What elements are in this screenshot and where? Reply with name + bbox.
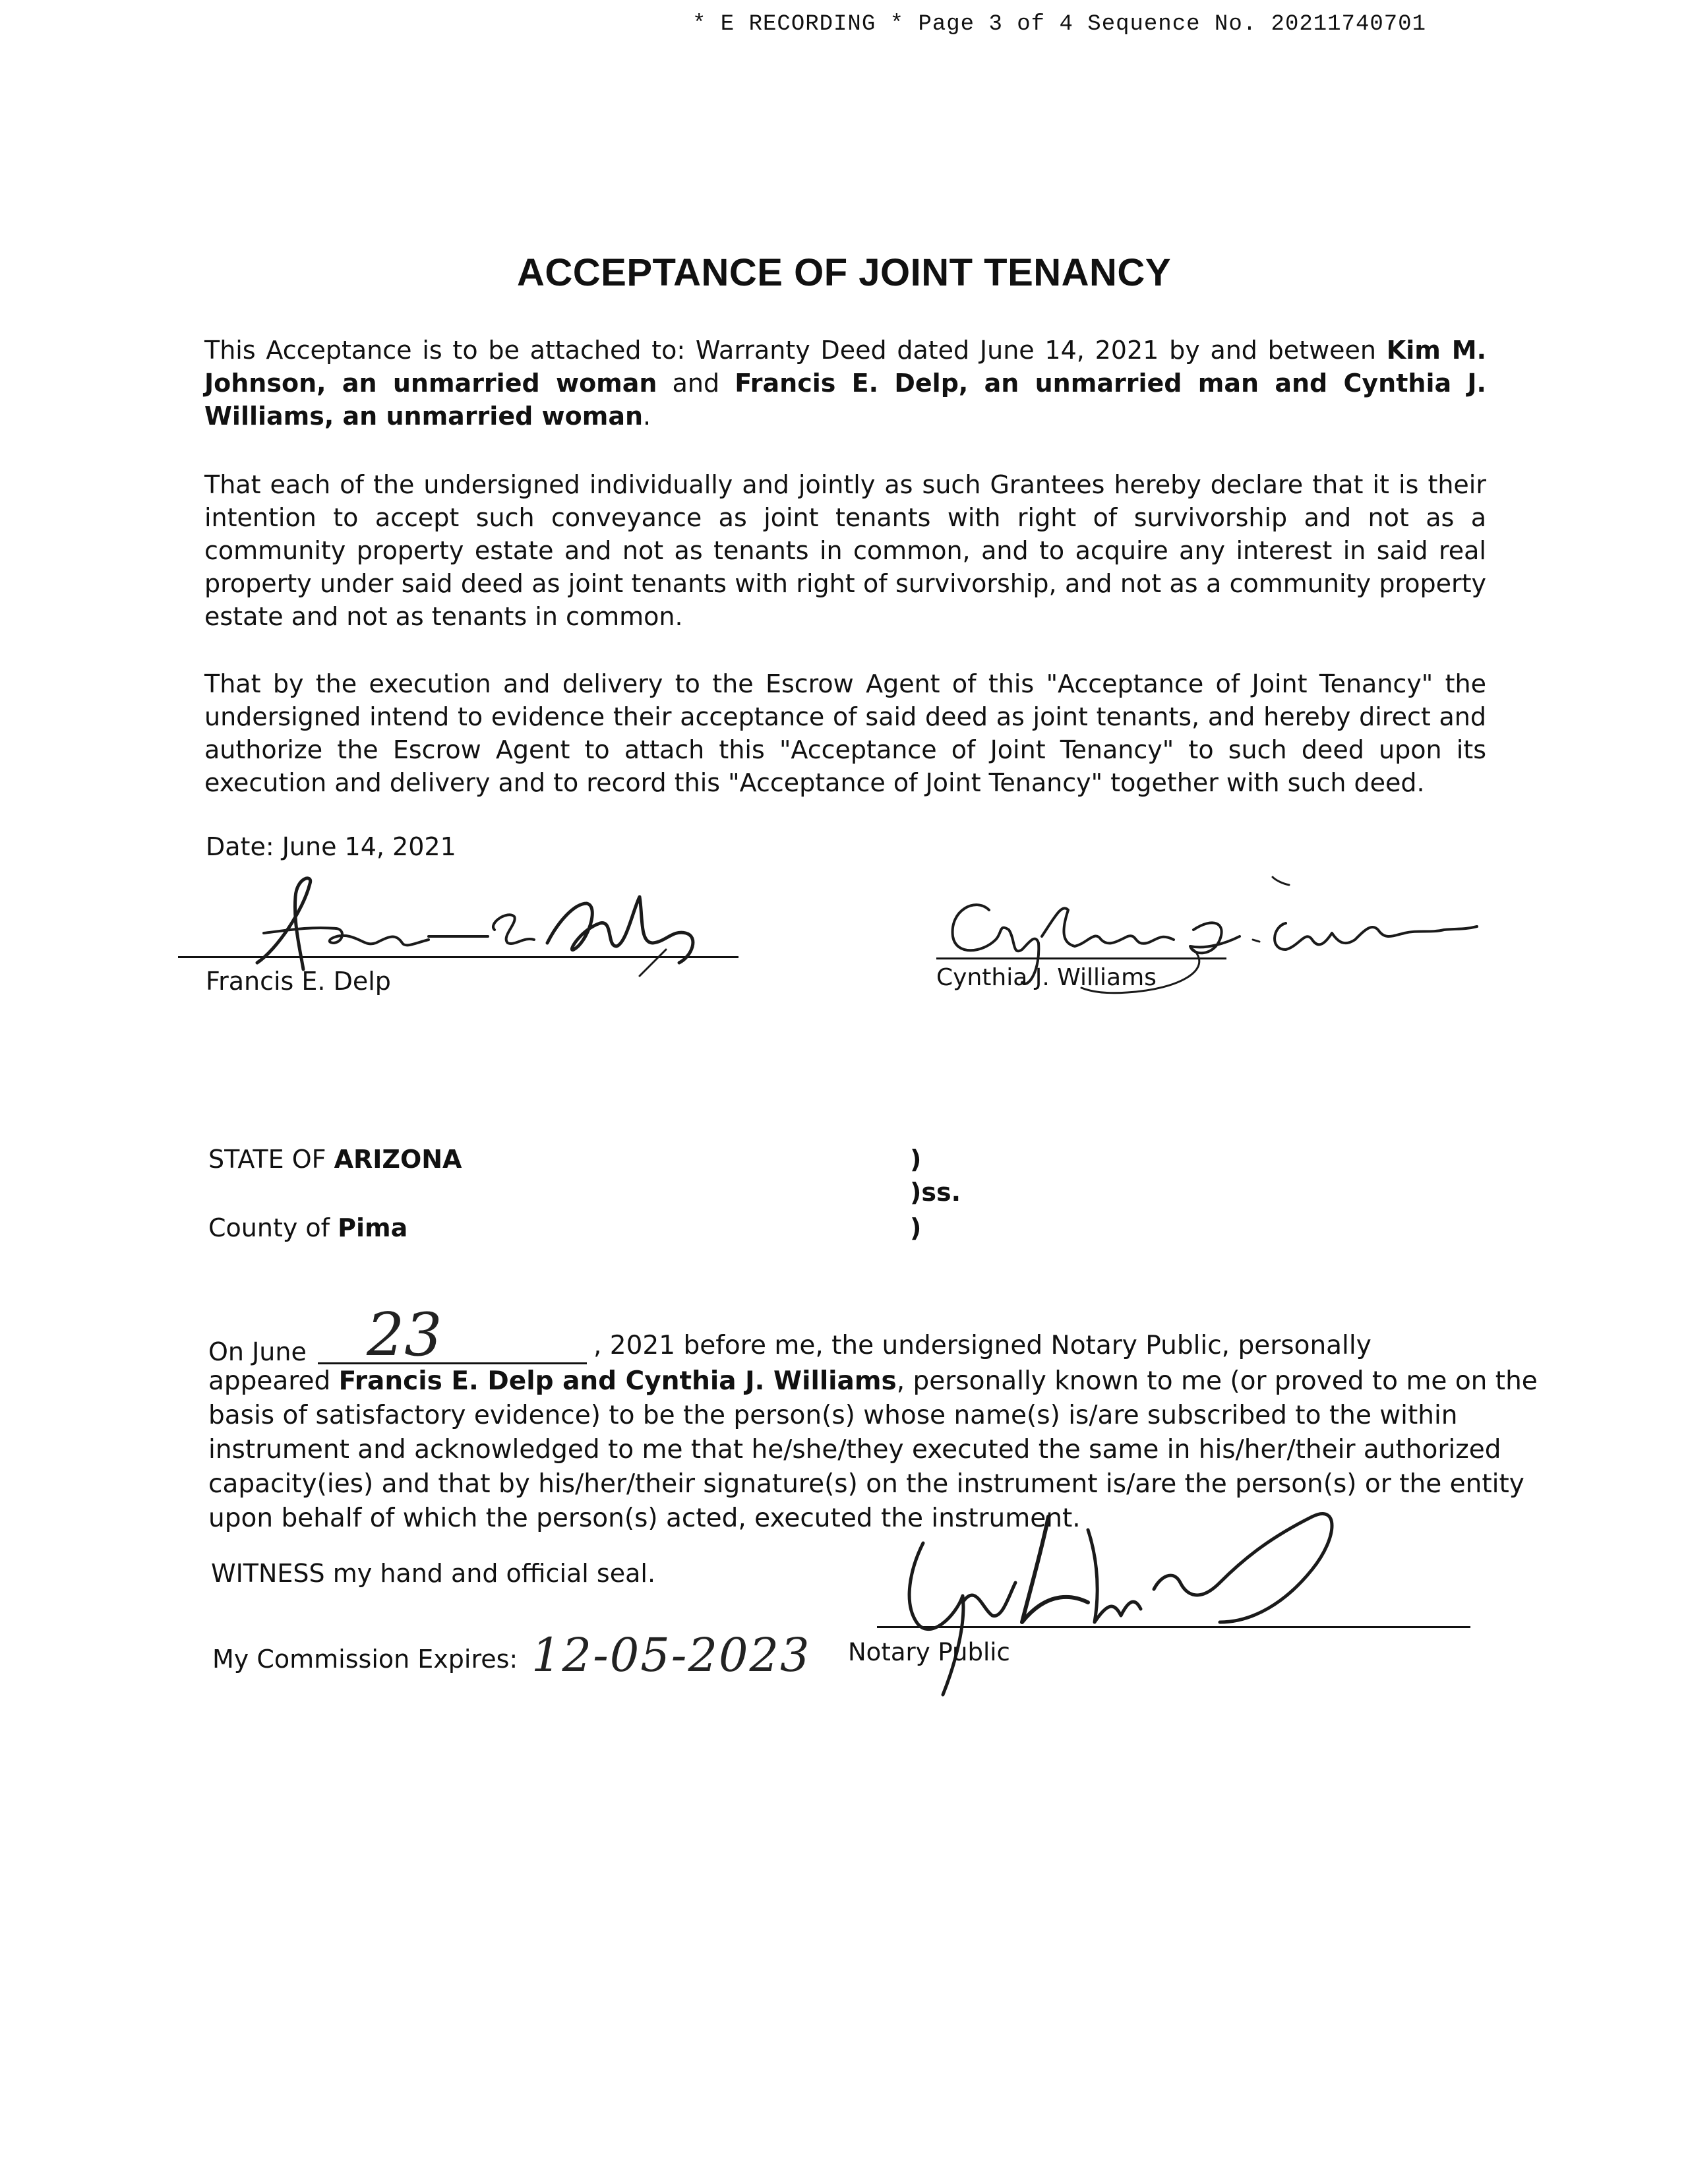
notary-line-2 [208,1366,1538,1396]
intention-paragraph: That each of the undersigned individually and jointly as such Grantees hereby declare that it is their intention to accept such conveyance as joint tenants with right of survivorship and not as a community property estate and not as tenants in common, and to acquire any interest in said real property under said deed as joint tenants with right of survivorship, and not as a community property estate and not as tenants in common. [204,470,1486,631]
date-line: Date: June 14, 2021 [206,832,456,861]
grantee-names: Francis E. Delp, an unmarried man and Cynthia J. Williams, an unmarried woman [204,369,1486,431]
state-label: STATE OF [208,1145,334,1174]
handwritten-commission-date: 12-05-2023 [531,1628,811,1682]
notary-on-label: On June [208,1337,307,1366]
notary-signature [851,1490,1378,1714]
para1-prefix: This Acceptance is to be attached to: Warranty Deed dated June 14, 2021 by and between [204,336,1387,365]
signer1-name: Francis E. Delp [206,967,391,996]
handwritten-day: 23 [367,1300,442,1370]
commission-label: My Commission Expires: [212,1645,518,1674]
notary-line-6: upon behalf of which the person(s) acted, executed the instrument. [208,1503,1081,1533]
venue-paren-2: ) [910,1213,922,1242]
notary-line-3: basis of satisfactory evidence) to be the person(s) whose name(s) is/are subscribed to the within [208,1401,1458,1430]
witness-line: WITNESS my hand and official seal. [211,1559,656,1588]
notary-public-label: Notary Public [848,1638,1010,1666]
county-line [208,1213,407,1242]
attachment-paragraph [204,334,1486,433]
county-value: Pima [338,1213,408,1242]
para1-suffix: . [643,402,651,431]
grantor-name: Kim M. Johnson, an unmarried woman [204,336,1487,398]
notary-line-2-rest: , personally known to me (or proved to me on the [896,1366,1538,1396]
state-value: ARIZONA [334,1145,462,1174]
para1-and: and [657,369,735,398]
notary-line-4: instrument and acknowledged to me that he/she/they executed the same in his/her/their authorized [208,1435,1501,1465]
recording-header: * E RECORDING * Page 3 of 4 Sequence No. 20211740701 [692,12,1426,37]
document-title: ACCEPTANCE OF JOINT TENANCY [516,251,1172,294]
escrow-paragraph: That by the execution and delivery to the Escrow Agent of this "Acceptance of Joint Tenancy" the undersigned intend to evidence their acceptance of said deed as joint tenants, and hereby direct and authorize the Escrow Agent to attach this "Acceptance of Joint Tenancy" to such deed upon its execution and delivery and to record this "Acceptance of Joint Tenancy" together with such deed. [204,669,1486,797]
state-line [208,1145,462,1174]
venue-paren-ss: )ss. [910,1178,961,1207]
notary-line-5: capacity(ies) and that by his/her/their signature(s) on the instrument is/are the person(s) or the entity [208,1469,1524,1499]
day-blank-line [318,1362,587,1364]
appeared-label: appeared [208,1366,339,1396]
notary-year-text: , 2021 before me, the undersigned Notary Public, personally [593,1331,1372,1360]
appeared-names: Francis E. Delp and Cynthia J. Williams [338,1366,897,1396]
signer2-name: Cynthia J. Williams [936,964,1157,991]
venue-paren-1: ) [910,1145,922,1174]
county-label: County of [208,1213,338,1242]
